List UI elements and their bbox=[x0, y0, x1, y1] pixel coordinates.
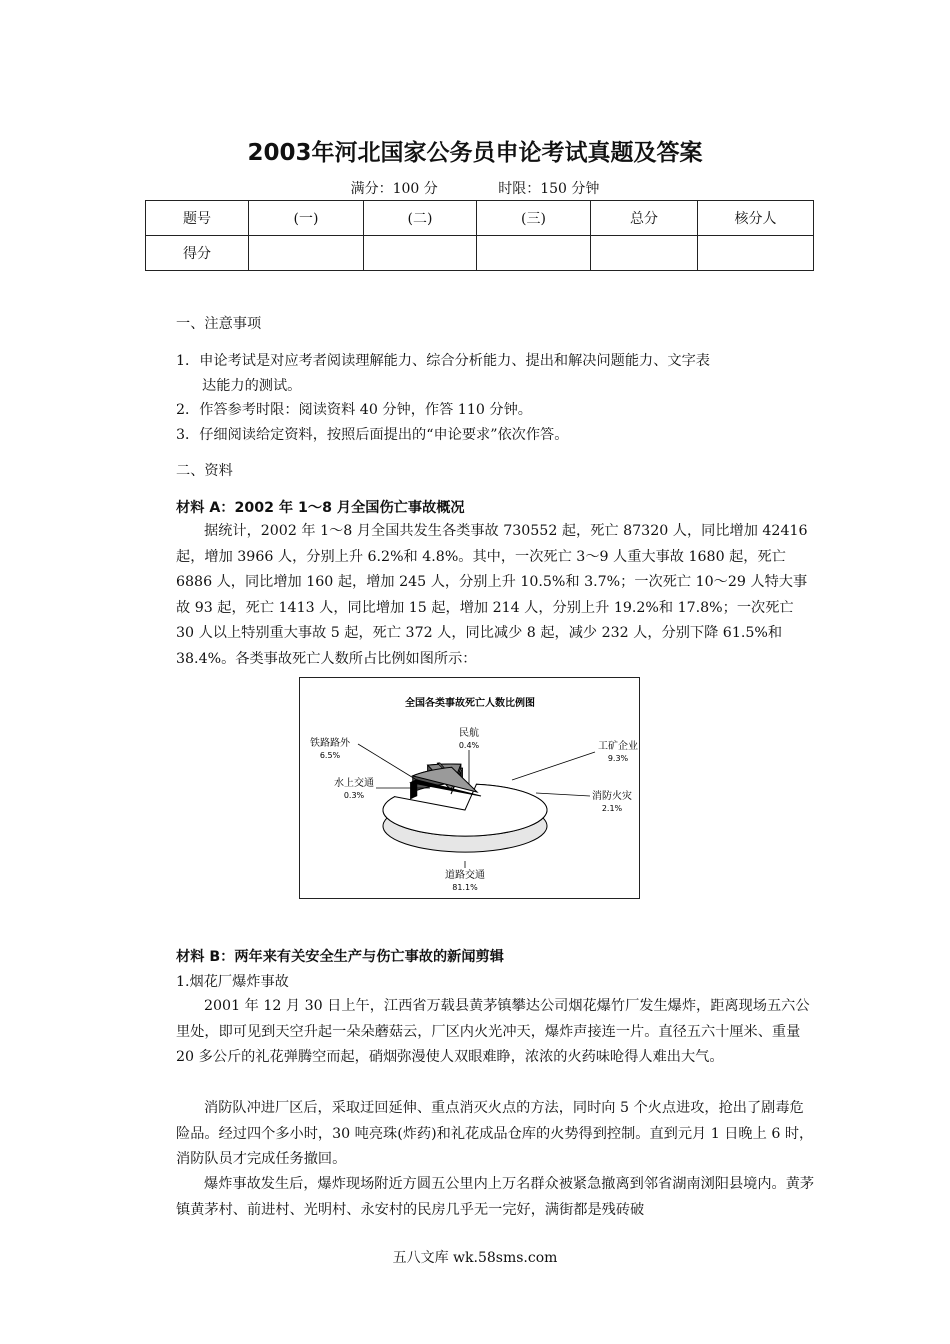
pie-chart-svg bbox=[300, 678, 639, 898]
time-limit-text: 时限：150 分钟 bbox=[498, 181, 600, 197]
score-cell bbox=[477, 236, 591, 271]
score-cell bbox=[591, 236, 698, 271]
document-title: 2003年河北国家公务员申论考试真题及答案 bbox=[247, 140, 703, 166]
table-header-cell: (一) bbox=[249, 201, 364, 236]
leader-line bbox=[358, 744, 420, 782]
leader-line bbox=[512, 752, 595, 780]
material-b-title: 材料 B：两年来有关安全生产与伤亡事故的新闻剪辑 bbox=[176, 949, 504, 965]
footer-watermark: 五八文库 wk.58sms.com bbox=[392, 1250, 558, 1266]
chart-title: 全国各类事故死亡人数比例图 bbox=[405, 698, 535, 709]
item-text-continued: 达能力的测试。 bbox=[202, 378, 302, 394]
table-row bbox=[146, 236, 814, 271]
pie-value-label: 2.1% bbox=[601, 804, 623, 813]
table-header-cell: 总分 bbox=[591, 201, 698, 236]
list-item bbox=[176, 423, 816, 448]
pie-category-label: 民航 bbox=[459, 728, 479, 739]
pie-value-label: 6.5% bbox=[319, 751, 341, 760]
full-score-text: 满分：100 分 bbox=[350, 181, 438, 197]
material-b-paragraph-3: 爆炸事故发生后，爆炸现场附近方圆五公里内上万名群众被紧急撤离到邻省湖南浏阳县境内。黄茅镇黄茅村、前进村、光明村、永安村的民房几乎无一完好，满街都是残砖破 bbox=[176, 1176, 815, 1218]
pie-value-label: 81.1% bbox=[452, 883, 478, 892]
pie-category-label: 铁路路外 bbox=[310, 738, 350, 749]
score-table bbox=[145, 200, 814, 271]
pie-category-label: 消防火灾 bbox=[592, 791, 632, 802]
pie-chart bbox=[299, 677, 640, 899]
notes-heading: 一、注意事项 bbox=[176, 316, 262, 332]
item-text: 申论考试是对应考者阅读理解能力、综合分析能力、提出和解决问题能力、文字表 bbox=[199, 353, 710, 369]
material-a-title: 材料 A：2002 年 1～8 月全国伤亡事故概况 bbox=[176, 500, 465, 516]
pie-category-label: 工矿企业 bbox=[598, 741, 638, 752]
material-b-paragraph-1: 2001 年 12 月 30 日上午，江西省万载县黄茅镇攀达公司烟花爆竹厂发生爆炸，距离现场五六公里处，即可见到天空升起一朵朵蘑菇云，厂区内火光冲天，爆炸声接连一片。直径五六十厘米、重量 20 多公斤的礼花弹腾空而起，硝烟弥漫使人双眼难睁，浓浓的火药味呛得人难出大气。 bbox=[176, 998, 810, 1065]
exam-info bbox=[0, 178, 950, 198]
list-item bbox=[176, 349, 816, 399]
score-cell bbox=[249, 236, 364, 271]
score-cell bbox=[364, 236, 477, 271]
material-b-paragraph-2: 消防队冲进厂区后，采取迂回延伸、重点消灭火点的方法，同时向 5 个火点进攻，抢出了剧毒危险品。经过四个多小时，30 吨亮珠(炸药)和礼花成品仓库的火势得到控制。直到元月 1 日晚上 6 时，消防队员才完成任务撤回。 bbox=[176, 1100, 814, 1167]
pie-value-label: 9.3% bbox=[607, 754, 629, 763]
score-cell bbox=[698, 236, 814, 271]
pie-category-label: 水上交通 bbox=[334, 778, 374, 789]
item-number: 2． bbox=[176, 402, 200, 418]
item-text: 仔细阅读给定资料，按照后面提出的“申论要求”依次作答。 bbox=[199, 427, 569, 443]
pie-category-label: 道路交通 bbox=[445, 870, 485, 881]
table-header-cell: 题号 bbox=[146, 201, 249, 236]
material-a-paragraph: 据统计，2002 年 1～8 月全国共发生各类事故 730552 起，死亡 87320 人，同比增加 42416 起，增加 3966 人，分别上升 6.2%和 4.8%。其中，一次死亡 3～9 人重大事故 1680 起，死亡 6886 人，同比增加 160 起，增加 245 人，分别上升 10.5%和 3.7%；一次死亡 10～29 人特大事故 93 起，死亡 1413 人，同比增加 15 起，增加 214 人，分别上升 19.2%和 17.8%；一次死亡 30 人以上特别重大事故 5 起，死亡 372 人，同比减少 8 起，减少 232 人，分别下降 61.5%和 38.4%。各类事故死亡人数所占比例如图所示： bbox=[176, 523, 808, 667]
material-b-subtitle: 1.烟花厂爆炸事故 bbox=[176, 974, 289, 990]
pie-value-label: 0.4% bbox=[458, 741, 480, 750]
item-number: 1． bbox=[176, 353, 200, 369]
item-number: 3． bbox=[176, 427, 200, 443]
leader-line bbox=[536, 793, 590, 796]
table-header-cell: (三) bbox=[477, 201, 591, 236]
list-item bbox=[176, 398, 816, 423]
materials-heading: 二、资料 bbox=[176, 463, 233, 479]
table-header-cell: (二) bbox=[364, 201, 477, 236]
table-row-label: 得分 bbox=[146, 236, 249, 271]
table-row bbox=[146, 201, 814, 236]
table-header-cell: 核分人 bbox=[698, 201, 814, 236]
pie-value-label: 0.3% bbox=[343, 791, 365, 800]
item-text: 作答参考时限：阅读资料 40 分钟，作答 110 分钟。 bbox=[199, 402, 532, 418]
